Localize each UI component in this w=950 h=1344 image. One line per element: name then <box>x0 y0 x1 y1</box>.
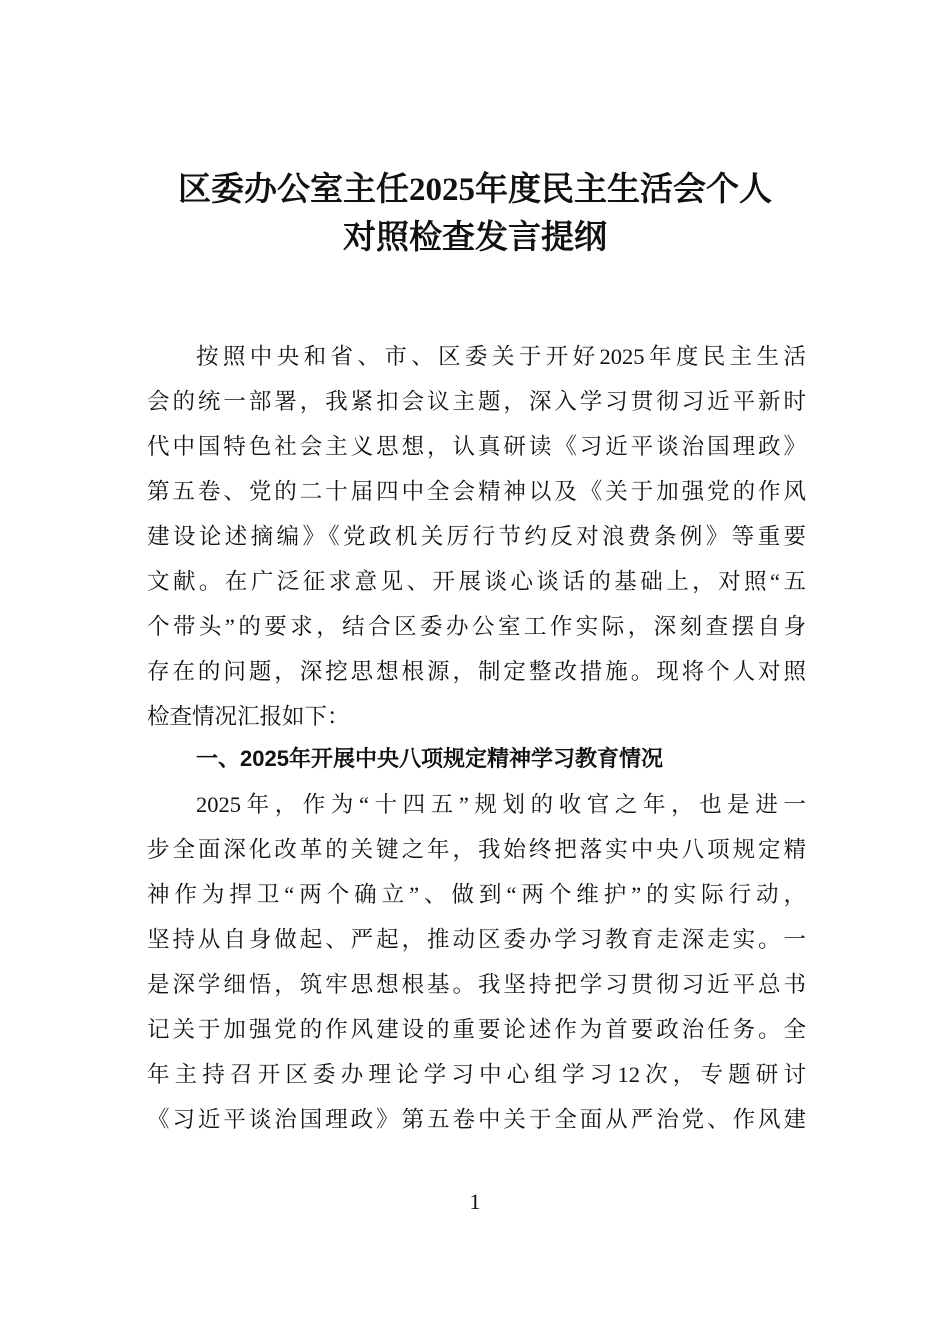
text-line: 会的统一部署，我紧扣会议主题，深入学习贯彻习近平新时 <box>147 389 806 414</box>
text-line: 存在的问题，深挖思想根源，制定整改措施。现将个人对照 <box>147 659 806 684</box>
text-line: 按照中央和省、市、区委关于开好2025年度民主生活 <box>196 344 806 369</box>
text-line: 《习近平谈治国理政》第五卷中关于全面从严治党、作风建 <box>147 1107 806 1132</box>
text-line: 神作为捍卫“两个确立”、做到“两个维护”的实际行动， <box>147 882 806 907</box>
text-line: 检查情况汇报如下： <box>147 704 350 729</box>
text-line: 建设论述摘编》《党政机关厉行节约反对浪费条例》等重要 <box>147 524 806 549</box>
text-line: 记关于加强党的作风建设的重要论述作为首要政治任务。全 <box>147 1017 806 1042</box>
document-title-line-2: 对照检查发言提纲 <box>343 220 607 256</box>
page-number: 1 <box>469 1189 481 1214</box>
text-line: 年主持召开区委办理论学习中心组学习12次，专题研讨 <box>147 1062 806 1087</box>
text-line: 第五卷、党的二十届四中全会精神以及《关于加强党的作风 <box>147 479 806 504</box>
text-line: 2025年，作为“十四五”规划的收官之年，也是进一 <box>196 792 806 817</box>
text-line: 个带头”的要求，结合区委办公室工作实际，深刻查摆自身 <box>147 614 806 639</box>
text-line: 代中国特色社会主义思想，认真研读《习近平谈治国理政》 <box>147 434 806 459</box>
text-line: 文献。在广泛征求意见、开展谈心谈话的基础上，对照“五 <box>147 569 806 594</box>
text-line: 步全面深化改革的关键之年，我始终把落实中央八项规定精 <box>147 837 806 862</box>
section-heading: 一、2025年开展中央八项规定精神学习教育情况 <box>196 746 663 771</box>
text-line: 是深学细悟，筑牢思想根基。我坚持把学习贯彻习近平总书 <box>147 972 806 997</box>
document-title-line-1: 区委办公室主任2025年度民主生活会个人 <box>178 172 772 208</box>
text-line: 坚持从自身做起、严起，推动区委办学习教育走深走实。一 <box>147 927 806 952</box>
